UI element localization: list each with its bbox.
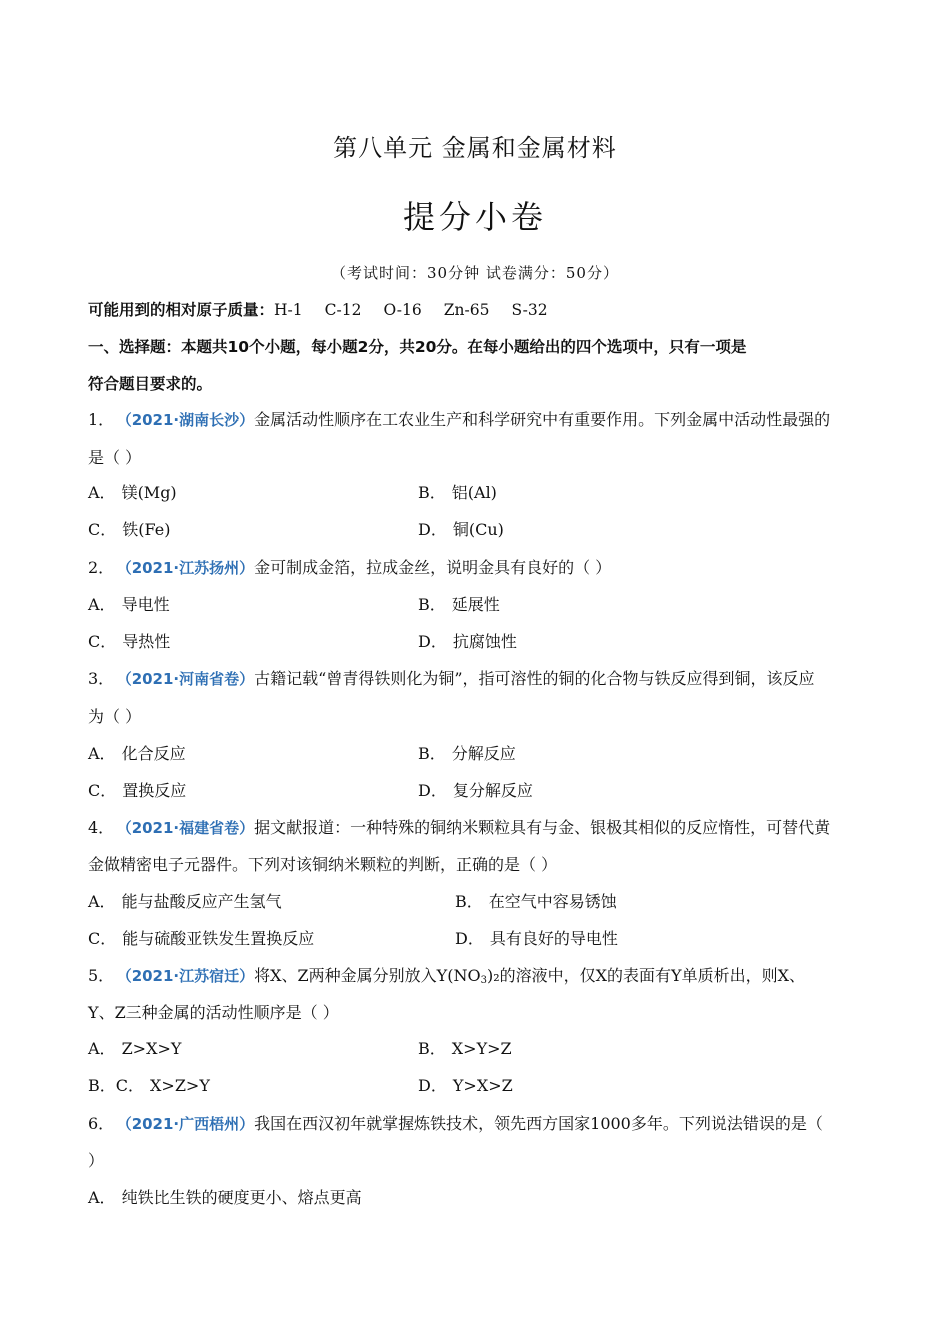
option-label: B．	[418, 483, 446, 502]
question-source: （2021·江苏宿迁）	[124, 967, 255, 985]
option-text: 铜(Cu)	[452, 520, 504, 539]
question-number: 3．	[88, 669, 115, 688]
q5-option-b	[418, 1038, 512, 1060]
question-3-line1	[88, 668, 815, 690]
option-text: 抗腐蚀性	[452, 632, 517, 651]
atomic-mass-o: O-16	[383, 301, 422, 319]
question-text: 古籍记载“曾青得铁则化为铜”，指可溶性的铜的化合物与铁反应得到铜，该反应	[254, 669, 815, 688]
option-text: 镁(Mg)	[121, 483, 177, 502]
question-1-line1	[88, 409, 830, 431]
option-text: 延展性	[451, 595, 500, 614]
q2-option-d	[418, 631, 517, 653]
option-text: 在空气中容易锈蚀	[488, 892, 617, 911]
atomic-mass-zn: Zn-65	[443, 301, 490, 319]
option-label: D．	[418, 781, 447, 800]
question-text: 金可制成金箔，拉成金丝，说明金具有良好的（ ）	[254, 558, 612, 577]
q3-option-b	[418, 743, 516, 765]
question-number: 2．	[88, 558, 115, 577]
question-text-pre: 将X、Z两种金属分别放入Y(NO	[254, 966, 481, 985]
question-number: 6．	[88, 1114, 115, 1133]
option-label: C．	[88, 781, 117, 800]
q5-option-c	[88, 1075, 210, 1097]
question-text: 我国在西汉初年就掌握炼铁技术，领先西方国家1000多年。下列说法错误的是（	[254, 1114, 823, 1133]
q6-option-a	[88, 1187, 362, 1209]
question-5-line1	[88, 965, 805, 992]
option-label: D．	[455, 929, 484, 948]
q3-option-d	[418, 780, 533, 802]
option-text: 导热性	[122, 632, 171, 651]
option-label: B．	[418, 1039, 446, 1058]
question-source: （2021·福建省卷）	[124, 819, 255, 837]
question-source: （2021·湖南长沙）	[124, 411, 255, 429]
option-text: X>Z>Y	[150, 1076, 210, 1095]
option-label: B．	[418, 595, 446, 614]
q4-option-a	[88, 891, 282, 913]
option-label: D．	[418, 520, 447, 539]
q5-option-a	[88, 1038, 181, 1060]
q1-option-b	[418, 482, 497, 504]
atomic-mass-c: C-12	[324, 301, 362, 319]
subscript: 3	[480, 975, 487, 986]
q3-option-c	[88, 780, 186, 802]
option-text: 能与硫酸亚铁发生置换反应	[122, 929, 315, 948]
option-label: C．	[88, 632, 117, 651]
q1-option-a	[88, 482, 177, 504]
q2-option-c	[88, 631, 170, 653]
question-number: 5．	[88, 966, 115, 985]
option-text: 化合反应	[121, 744, 186, 763]
option-label: D．	[418, 632, 447, 651]
q1-option-d	[418, 519, 504, 541]
q4-option-d	[455, 928, 618, 950]
question-5-line2: Y、Z三种金属的活动性顺序是（ ）	[88, 1003, 339, 1022]
option-text: X>Y>Z	[451, 1039, 512, 1058]
question-source: （2021·河南省卷）	[124, 670, 255, 688]
option-label: A．	[88, 744, 116, 763]
option-text: 能与盐酸反应产生氢气	[121, 892, 282, 911]
option-label: B．C．	[88, 1076, 145, 1095]
option-text: 铝(Al)	[451, 483, 497, 502]
question-text: 据文献报道：一种特殊的铜纳米颗粒具有与金、银极其相似的反应惰性，可替代黄	[254, 818, 831, 837]
option-label: A．	[88, 1188, 116, 1207]
option-text: 具有良好的导电性	[489, 929, 618, 948]
exam-info: （考试时间：30分钟 试卷满分：50分）	[331, 264, 619, 282]
q1-option-c	[88, 519, 170, 541]
atomic-mass-s: S-32	[511, 301, 548, 319]
question-4-line1	[88, 817, 830, 839]
option-label: A．	[88, 595, 116, 614]
question-number: 1．	[88, 410, 115, 429]
atomic-mass-h: H-1	[274, 301, 303, 319]
option-text: Y>X>Z	[452, 1076, 513, 1095]
main-title: 提分小卷	[402, 198, 547, 236]
option-label: A．	[88, 892, 116, 911]
q2-option-a	[88, 594, 170, 616]
question-2-line1	[88, 557, 611, 579]
question-text: 金属活动性顺序在工农业生产和科学研究中有重要作用。下列金属中活动性最强的	[254, 410, 831, 429]
q4-option-b	[455, 891, 617, 913]
question-6-line2: ）	[88, 1151, 105, 1170]
option-label: C．	[88, 929, 117, 948]
option-text: 复分解反应	[452, 781, 533, 800]
atomic-masses-line	[88, 299, 548, 321]
q2-option-b	[418, 594, 500, 616]
option-label: B．	[455, 892, 483, 911]
option-label: A．	[88, 483, 116, 502]
q3-option-a	[88, 743, 186, 765]
option-text: 铁(Fe)	[122, 520, 171, 539]
option-label: C．	[88, 520, 117, 539]
option-label: B．	[418, 744, 446, 763]
atomic-masses-label: 可能用到的相对原子质量：	[88, 301, 275, 319]
option-text: 分解反应	[451, 744, 516, 763]
option-text: 置换反应	[122, 781, 187, 800]
question-1-line2: 是（ ）	[88, 448, 142, 467]
question-3-line2: 为（ ）	[88, 707, 142, 726]
q4-option-c	[88, 928, 314, 950]
q5-option-d	[418, 1075, 513, 1097]
option-text: 纯铁比生铁的硬度更小、熔点更高	[121, 1188, 362, 1207]
question-source: （2021·广西梧州）	[124, 1115, 255, 1133]
option-label: D．	[418, 1076, 447, 1095]
question-number: 4．	[88, 818, 115, 837]
option-label: A．	[88, 1039, 116, 1058]
question-source: （2021·江苏扬州）	[124, 559, 255, 577]
option-text: Z>X>Y	[121, 1039, 182, 1058]
question-4-line2: 金做精密电子元器件。下列对该铜纳米颗粒的判断，正确的是（ ）	[88, 855, 558, 874]
question-text-post: )₂的溶液中，仅X的表面有Y单质析出，则X、	[486, 966, 805, 985]
section-heading-line2: 符合题目要求的。	[88, 375, 213, 393]
unit-title: 第八单元 金属和金属材料	[333, 134, 617, 162]
question-6-line1	[88, 1113, 823, 1135]
option-text: 导电性	[121, 595, 170, 614]
section-heading-line1: 一、选择题：本题共10个小题，每小题2分，共20分。在每小题给出的四个选项中，只有一项是	[88, 338, 747, 356]
